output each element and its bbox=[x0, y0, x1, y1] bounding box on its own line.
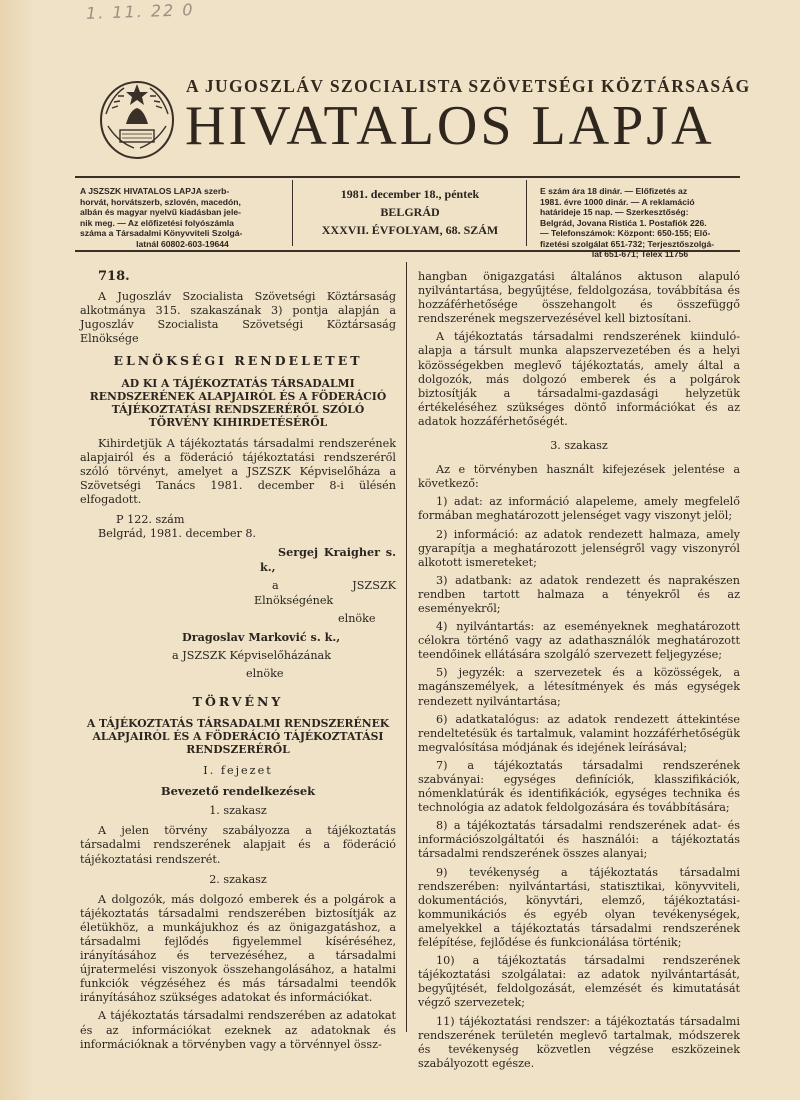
column-divider bbox=[406, 262, 407, 1032]
decree-title: ELNÖKSÉGI RENDELETET bbox=[113, 353, 363, 369]
section-3-label: 3. szakasz bbox=[550, 439, 608, 453]
signatory-2-title: elnöke bbox=[246, 666, 284, 680]
definition-item: 3) adatbank: az adatok rendezett és naprakészen rendben tartott halmaza a tényekről és az eseményekről; bbox=[418, 573, 740, 615]
signatory-2-role: a JSZSZK Képviselőházának bbox=[172, 648, 332, 662]
left-column bbox=[80, 270, 396, 1056]
state-emblem-icon bbox=[96, 74, 178, 162]
promulgation-paragraph: Kihirdetjük A tájékoztatás társadalmi rendszerének alapjairól és a föderáció tájékoztatási rendszeréről szóló törvényt, amelyet a JSZSZK Képviselőháza a Szövetségi Tanács 1981. december 8-i ülésén elfogadott. bbox=[80, 436, 396, 506]
section-1-label: 1. szakasz bbox=[209, 804, 267, 818]
chapter-title: Bevezető rendelkezések bbox=[160, 784, 316, 799]
definition-item: 5) jegyzék: a szervezetek és a közösségek, a magánszemélyek, a létesítmények és más egységek rendezett nyilvántartása; bbox=[418, 666, 740, 708]
header-issue-info bbox=[300, 185, 520, 239]
definition-item: 2) információ: az adatok rendezett halmaza, amely gyarapítja a meghatározott jelenségről vagy viszonyról alkotott ismereteket; bbox=[418, 527, 740, 569]
issue-number: XXXVII. ÉVFOLYAM, 68. SZÁM bbox=[321, 223, 499, 237]
section-1-text: A jelen törvény szabályozza a tájékoztatás társadalmi rendszerének alapjait és a föderáció tájékoztatási rendszerét. bbox=[80, 824, 396, 866]
definition-item: 10) a tájékoztatás társadalmi rendszerének tájékoztatási szolgálatai: az adatok nyilvántartását, begyűjtését, feldolgozását, elemzését és kimutatását végző szervezetek; bbox=[418, 954, 740, 1010]
intro-paragraph: A Jugoszláv Szocialista Szövetségi Köztársaság alkotmánya 315. szakaszának 3) pontja alapján a Jugoszláv Szocialista Szövetségi Köztársaság Elnöksége bbox=[80, 290, 396, 346]
header-divider-right bbox=[526, 180, 527, 246]
section-2-text-2: A tájékoztatás társadalmi rendszerében az adatokat és az információkat ezeknek az adatoknak és információknak a törvényben vagy a törvénnyel össz- bbox=[80, 1009, 396, 1051]
header-divider-left bbox=[292, 180, 293, 246]
section-3-intro: Az e törvényben használt kifejezések jelentése a következő: bbox=[418, 463, 740, 491]
definition-item: 7) a tájékoztatás társadalmi rendszerének szabványai: egységes definíciók, klasszifikációk, nómenklatúrák és identifikációk, egységes technika és technológia az adatok feldolgozására és továbbítására; bbox=[418, 758, 740, 815]
definition-item: 4) nyilvántartás: az eseményeknek meghatározott célokra történő vagy az adathasználók meghatározott teendőinek ellátására szolgáló szervezett feljegyzése; bbox=[418, 620, 740, 662]
section-2-text-1: A dolgozók, más dolgozó emberek és a polgárok a tájékoztatás társadalmi rendszerében biztosítják az életükhöz, a munkájukhoz és az önigazgatáshoz, a társadalmi fejlődés figyelemmel kíséréséhez, irányításához és tervezéséhez, a társadalmi újratermelési viszonyok összehangolásához, a hatalmi funkciók végzéséhez és más társadalmi teendők irányításához szükséges adatokat és információkat. bbox=[80, 892, 396, 1005]
country-heading: A JUGOSZLÁV SZOCIALISTA SZÖVETSÉGI KÖZTÁRSASÁG bbox=[186, 76, 751, 96]
issue-city: BELGRÁD bbox=[380, 205, 440, 219]
masthead-title: HIVATALOS LAPJA bbox=[185, 95, 715, 157]
continued-paragraph: hangban önigazgatási általános aktuson alapuló nyilvántartása, begyűjtése, feldolgozása, továbbítása és hozzáférhetősége összehangolt és összefüggő rendszerének megszervezésével kell biztosítani. bbox=[418, 270, 740, 326]
signatory-1-role: a JSZSZK Elnökségének bbox=[254, 579, 396, 607]
header-right-info: E szám ára 18 dinár. — Előfizetés az 1981. évre 1000 dinár. — A reklamáció határideje 15 nap. — Szerkesztőség: Belgrád, Jovana Ristića 1. Postafiók 226. — Telefonszámok: Központ: 650-155; Elő- fizetési szolgálat 651-732; Terjesztőszolgá- lat 651-671; Telex 11756 bbox=[540, 186, 715, 259]
law-subtitle: A TÁJÉKOZTATÁS TÁRSADALMI RENDSZERÉNEK ALAPJAIRÓL ÉS A FÖDERÁCIÓ TÁJÉKOZTATÁSI RENDSZERÉRŐL bbox=[86, 717, 390, 757]
act-number: 718. bbox=[98, 269, 130, 284]
chapter-label: I. fejezet bbox=[203, 764, 273, 778]
issue-date: 1981. december 18., péntek bbox=[340, 187, 480, 201]
paper-edge bbox=[0, 0, 34, 1100]
definition-item: 9) tevékenység a tájékoztatás társadalmi rendszerében: nyilvántartási, statisztikai, könyvviteli, dokumentációs, könyvtári, elemző, tájékoztatási-kommunikációs és egyéb olyan tevékenységek, amelyekkel a tájékoztatás társadalmi rendszerének felépítése, fejlődése és funkcionálása történik; bbox=[418, 865, 740, 950]
section-2-label: 2. szakasz bbox=[209, 872, 267, 886]
law-title: TÖRVÉNY bbox=[192, 693, 284, 709]
decree-subtitle: AD KI A TÁJÉKOZTATÁS TÁRSADALMI RENDSZERÉNEK ALAPJAIRÓL ÉS A FÖDERÁCIÓ TÁJÉKOZTATÁSI RENDSZERÉRŐL SZÓLÓ TÖRVÉNY KIHIRDETÉSÉRŐL bbox=[89, 376, 387, 429]
header-left-info: A JSZSZK HIVATALOS LAPJA szerb- horvát, horvátszerb, szlovén, macedón, albán és magyar nyelvű kiadásban jele- nik meg. — Az előfizetési folyószámla száma a Társadalmi Könyvviteli Szolgá- latnál 60802-603-19644 bbox=[80, 186, 243, 249]
right-column bbox=[418, 270, 740, 1075]
basis-paragraph: A tájékoztatás társadalmi rendszerének kiinduló-alapja a társult munka alapszervezetében és a helyi közösségekben meglevő tájékoztatás, amely által a dolgozók, más dolgozó emberek és a polgárok biztosítják a társadalmi-gazdasági helyzetük értékeléséhez szükséges döntő információkat és az adatok hozzáférhetőségét. bbox=[418, 330, 740, 428]
definition-item: 8) a tájékoztatás társadalmi rendszerének adat- és információszolgáltatói és használói: a tájékoztatás társadalmi rendszerének összes alanyai; bbox=[418, 819, 740, 861]
header-rule-top bbox=[75, 176, 740, 178]
handwritten-note: 1. 11. 22 0 bbox=[85, 0, 195, 23]
definition-item: 11) tájékoztatási rendszer: a tájékoztatás társadalmi rendszerének területén meglevő tartalmak, módszerek és tevékenység közvetlen végzése eszközeinek szabályozott egésze. bbox=[418, 1014, 740, 1070]
definition-item: 6) adatkatalógus: az adatok rendezett áttekintése rendeltetésük és tartalmuk, valamint hozzáférhetőségük megvalósítása módjának és idejének leírásával; bbox=[418, 712, 740, 754]
signatory-1-title: elnöke bbox=[338, 611, 376, 625]
signatory-1-name: Sergej Kraigher s. k., bbox=[260, 545, 396, 575]
signatory-2-name: Dragoslav Marković s. k., bbox=[182, 629, 341, 644]
reference-number: P 122. szám bbox=[116, 513, 185, 527]
place-date: Belgrád, 1981. december 8. bbox=[98, 527, 257, 541]
definition-item: 1) adat: az információ alapeleme, amely megfelelő formában meghatározott jelenséget vagy viszonyt jelöl; bbox=[418, 495, 740, 523]
